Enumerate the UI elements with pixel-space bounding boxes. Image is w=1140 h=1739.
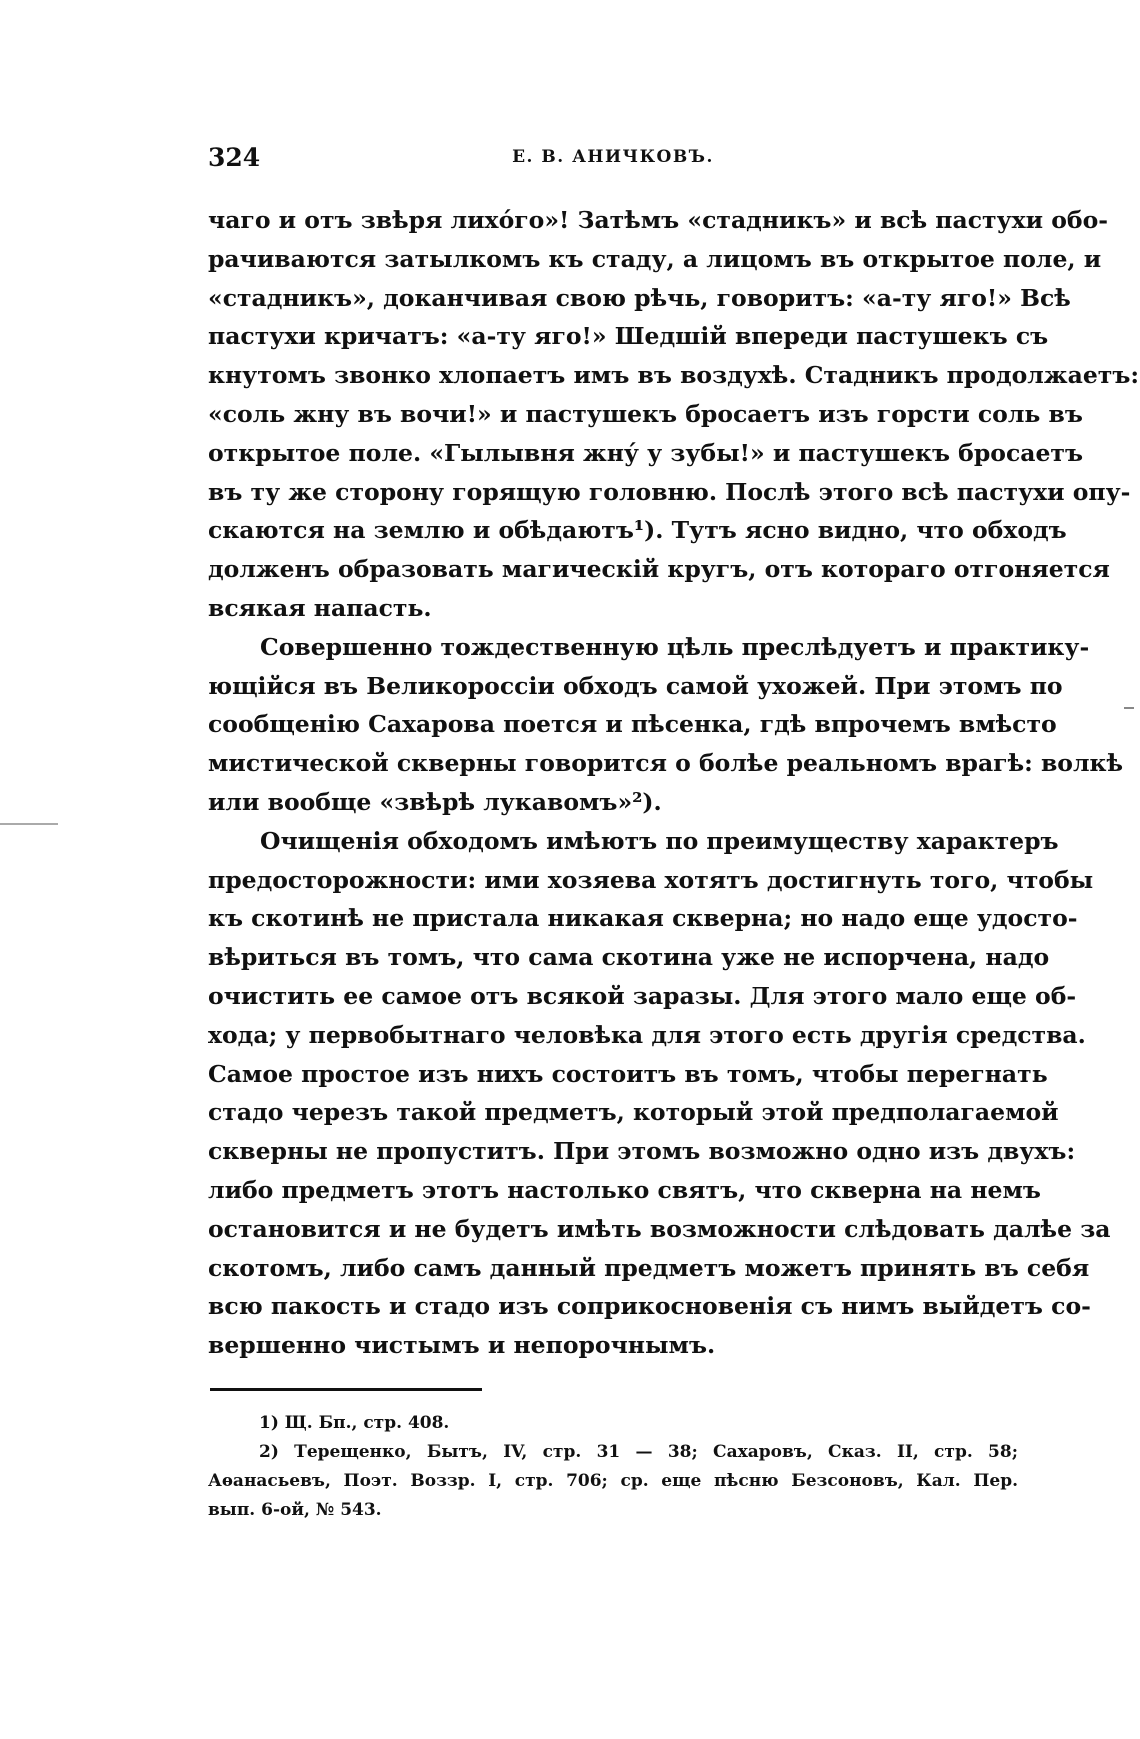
- running-title: Е. В. АНИЧКОВЪ.: [512, 147, 714, 167]
- text-line: сообщенію Сахарова поется и пѣсенка, гдѣ впрочемъ вмѣсто: [208, 710, 1057, 739]
- page-number: 324: [208, 143, 261, 172]
- footnote-line: вып. 6-ой, № 543.: [208, 1500, 382, 1520]
- text-line: очистить ее самое отъ всякой заразы. Для этого мало еще об-: [208, 981, 1077, 1010]
- text-line: предосторожности: ими хозяева хотятъ достигнуть того, чтобы: [208, 865, 1094, 894]
- footnote-line: Аѳанасьевъ, Поэт. Воззр. I, стр. 706; ср. еще пѣсню Безсоновъ, Кал. Пер.: [208, 1471, 1018, 1491]
- text-line: либо предметъ этотъ настолько святъ, что скверна на немъ: [208, 1175, 1041, 1204]
- text-line: открытое поле. «Гылывня жну́ у зубы!» и пастушекъ бросаетъ: [208, 438, 1084, 467]
- text-line: вѣриться въ томъ, что сама скотина уже не испорчена, надо: [208, 943, 1050, 972]
- text-line: всю пакость и стадо изъ соприкосновенія съ нимъ выйдетъ со-: [208, 1292, 1091, 1321]
- margin-scan-mark: [0, 823, 58, 825]
- text-line: хода; у первобытнаго человѣка для этого есть другія средства.: [208, 1020, 1086, 1049]
- footnote-line: 2) Терещенко, Бытъ, IV, стр. 31 — 38; Сахаровъ, Сказ. II, стр. 58;: [259, 1442, 1018, 1462]
- text-line: мистической скверны говорится о болѣе реальномъ врагѣ: волкѣ: [208, 749, 1124, 778]
- text-line: долженъ образовать магическій кругъ, отъ котораго отгоняется: [208, 555, 1110, 584]
- text-line: скотомъ, либо самъ данный предметъ можетъ принять въ себя: [208, 1253, 1090, 1282]
- text-line: скаются на землю и обѣдаютъ¹). Тутъ ясно видно, что обходъ: [208, 516, 1067, 545]
- text-line: кнутомъ звонко хлопаетъ имъ въ воздухѣ. Стадникъ продолжаетъ:: [208, 361, 1140, 390]
- text-line: рачиваются затылкомъ къ стаду, а лицомъ въ открытое поле, и: [208, 244, 1102, 273]
- text-line: къ скотинѣ не пристала никакая скверна; но надо еще удосто-: [208, 904, 1078, 933]
- text-line: Совершенно тождественную цѣль преслѣдуетъ и практику-: [260, 632, 1090, 661]
- paragraph-2: [208, 628, 1124, 822]
- text-line: Самое простое изъ нихъ состоитъ въ томъ, чтобы перегнать: [208, 1059, 1048, 1088]
- text-line: пастухи кричатъ: «а-ту яго!» Шедшій впереди пастушекъ съ: [208, 322, 1049, 351]
- footnote-divider: [210, 1388, 482, 1391]
- text-line: или вообще «звѣрѣ лукавомъ»²).: [208, 787, 662, 816]
- text-line: ющійся въ Великороссіи обходъ самой ухожей. При этомъ по: [208, 671, 1063, 700]
- paragraph-1: [208, 201, 1140, 628]
- text-line: стадо черезъ такой предметъ, который этой предполагаемой: [208, 1098, 1059, 1127]
- text-line: вершенно чистымъ и непорочнымъ.: [208, 1331, 716, 1360]
- footnote-line: 1) Щ. Бп., стр. 408.: [259, 1413, 450, 1433]
- text-line: въ ту же сторону горящую головню. Послѣ этого всѣ пастухи опу-: [208, 477, 1131, 506]
- text-line: «стадникъ», доканчивая свою рѣчь, говоритъ: «а-ту яго!» Всѣ: [208, 283, 1071, 312]
- footnotes: [208, 1409, 1018, 1525]
- text-line: остановится и не будетъ имѣть возможности слѣдовать далѣе за: [208, 1214, 1111, 1243]
- text-line: Очищенія обходомъ имѣютъ по преимуществу характеръ: [260, 826, 1059, 855]
- margin-scan-mark: [1124, 707, 1134, 709]
- text-line: чаго и отъ звѣря лихо́го»! Затѣмъ «стадникъ» и всѣ пастухи обо-: [208, 206, 1109, 234]
- text-line: «соль жну въ вочи!» и пастушекъ бросаетъ изъ горсти соль въ: [208, 399, 1083, 428]
- page-header: [208, 143, 1018, 173]
- text-line: скверны не пропуститъ. При этомъ возможно одно изъ двухъ:: [208, 1137, 1076, 1166]
- paragraph-3: [208, 822, 1111, 1365]
- text-line: всякая напасть.: [208, 593, 432, 622]
- body-text: [208, 201, 1140, 1365]
